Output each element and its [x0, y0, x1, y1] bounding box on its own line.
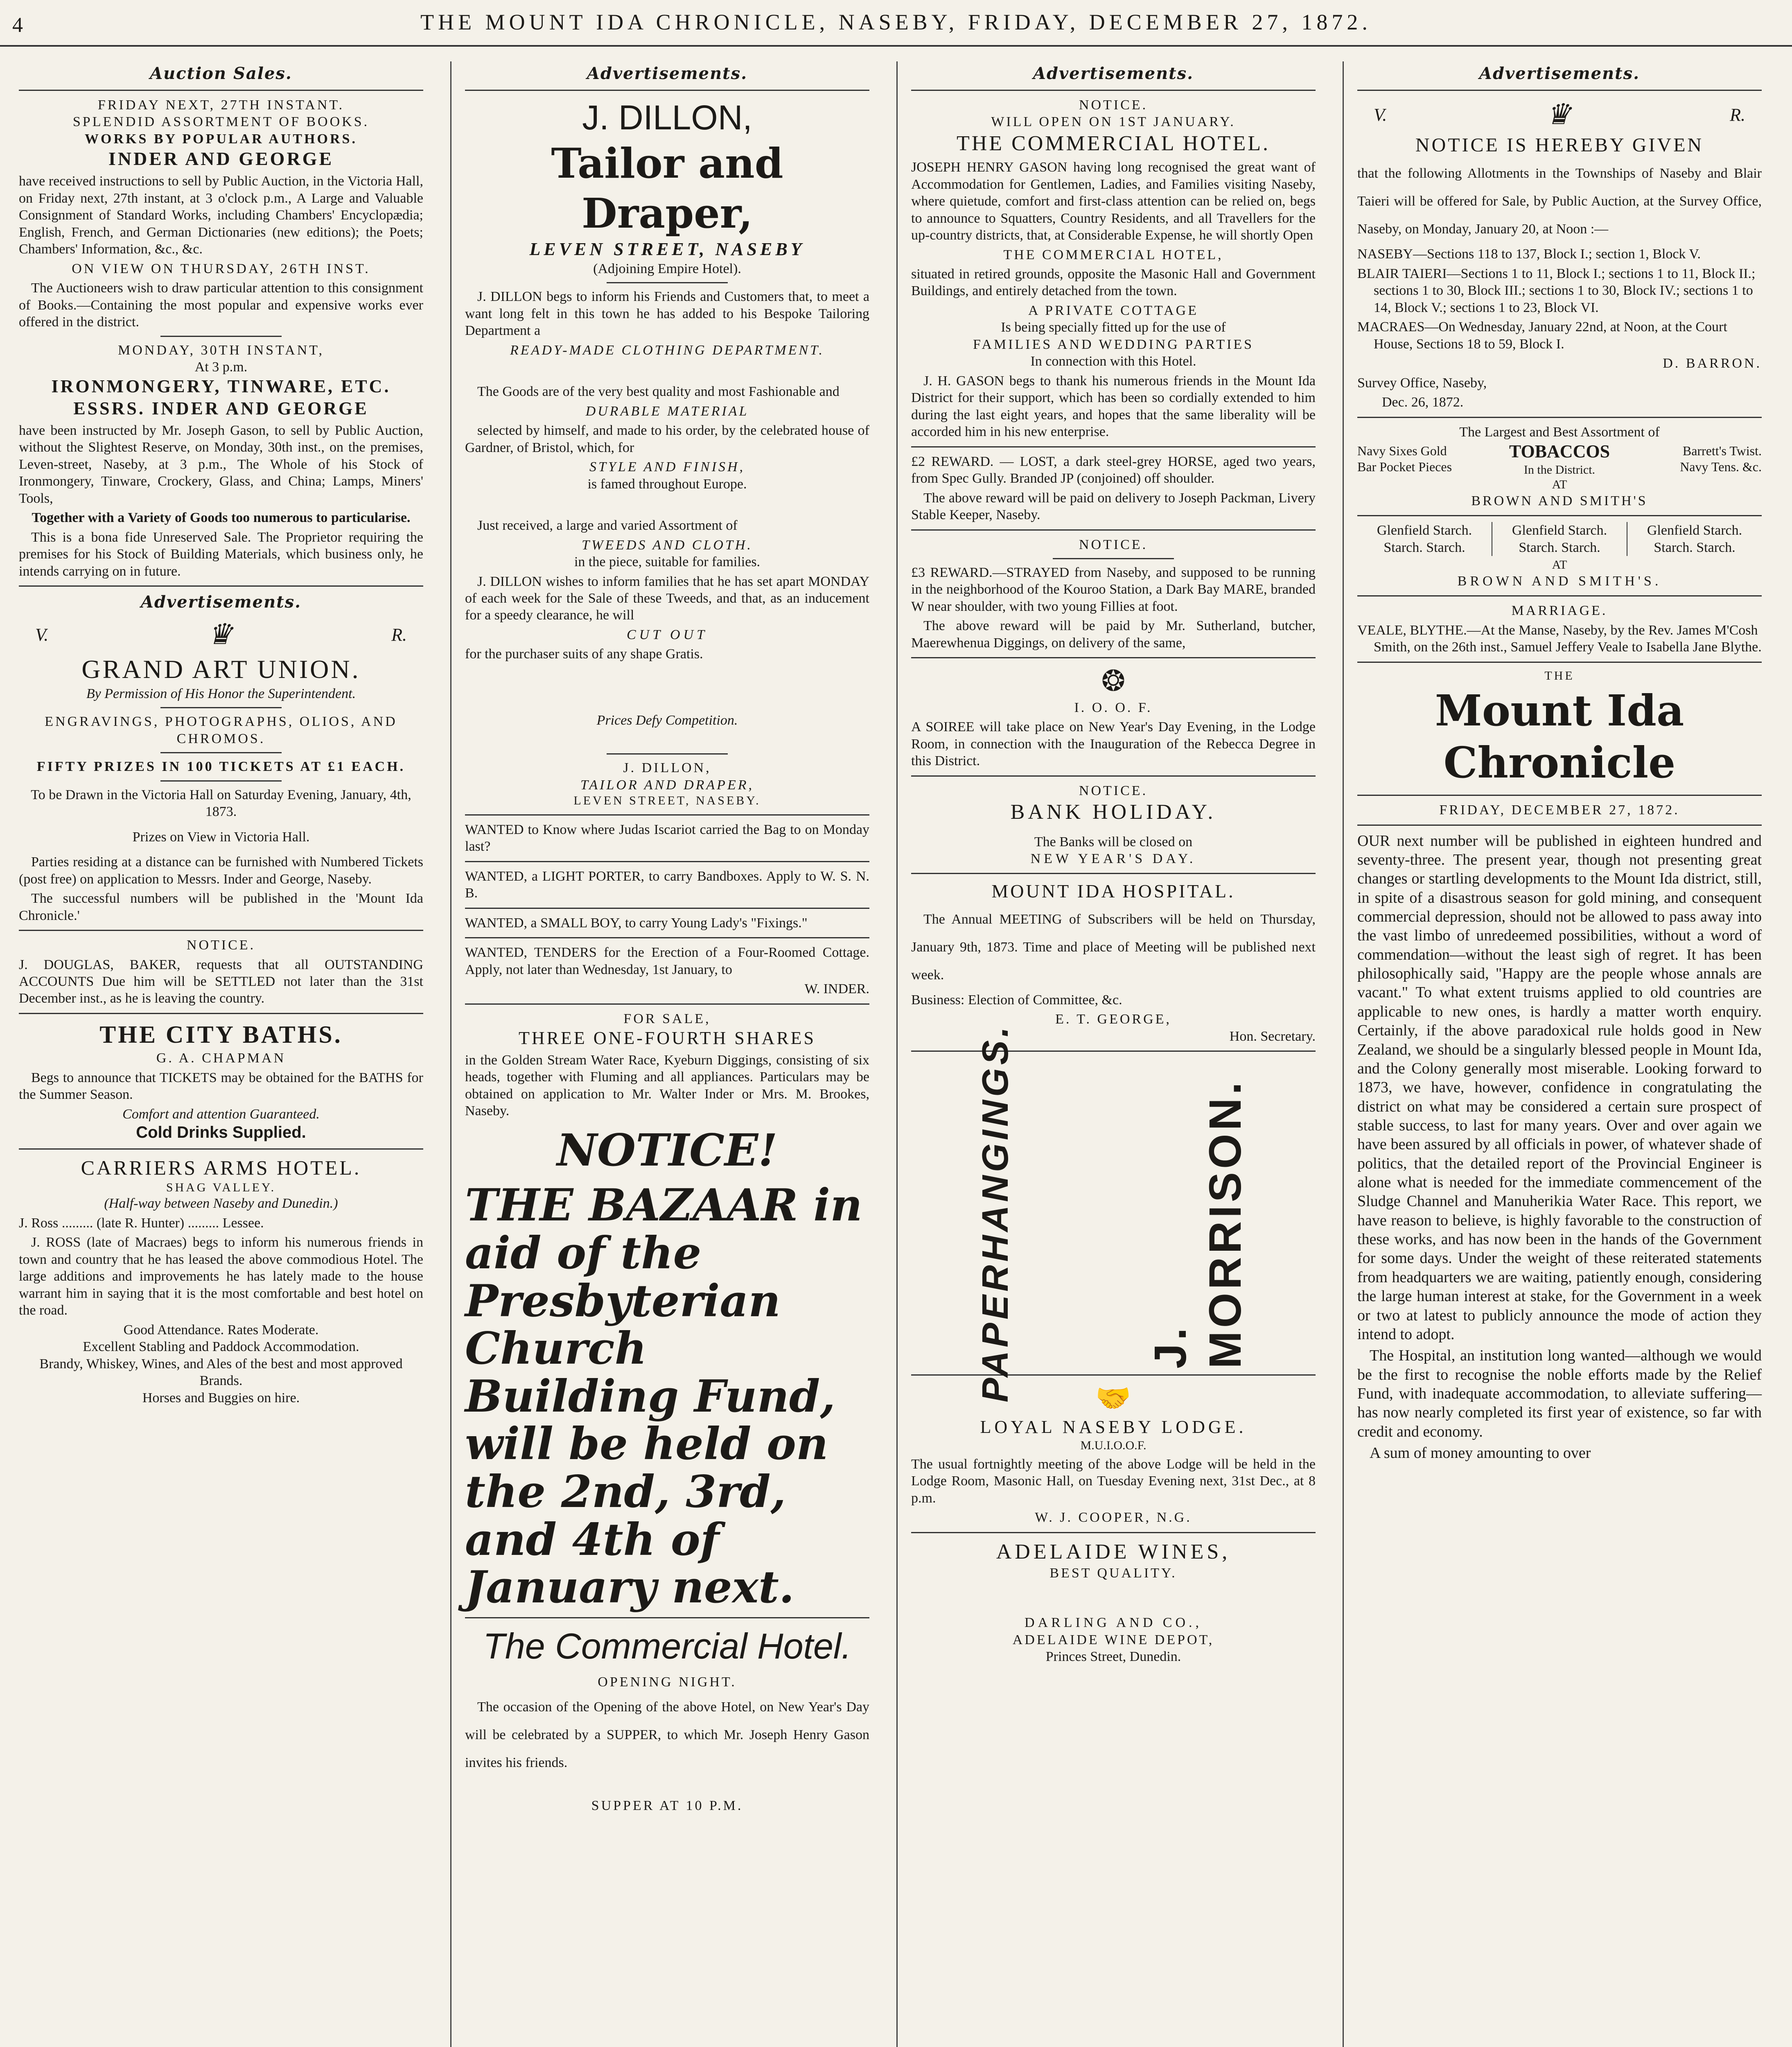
divider [19, 1013, 423, 1014]
allotments-text: that the following Allotments in the Townships of Naseby and Blair Taieri will be offered for Sale, by Public Auction, at the Survey Office, Naseby, on Monday, January 20, at Noon :— [1357, 166, 1762, 237]
hospital-text: The Annual MEETING of Subscribers will be held on Thursday, January 9th, 1873. Time and place of Meeting will be published next week. [911, 911, 1316, 983]
dillon-text: The Goods are of the very best quality and most Fashionable and [477, 384, 840, 400]
dillon-text: Just received, a large and varied Assortment of [477, 518, 738, 533]
hotel-text: Is being specially fitted up for the use of [1001, 320, 1226, 335]
starch-mid: Glenfield Starch. Starch. Starch. [1492, 522, 1627, 556]
lodge-text: The usual fortnightly meeting of the above Lodge will be held in the Lodge Room, Masonic Hall, on Tuesday Evening next, 31st Dec., at 8 p.m. [911, 1456, 1316, 1506]
auction-line: SPLENDID ASSORTMENT OF BOOKS. [72, 114, 370, 130]
art-union-title: GRAND ART UNION. [81, 654, 361, 684]
auction-text: have received instructions to sell by Public Auction, in the Victoria Hall, on Friday next, 27th instant, at 3 o'clock p.m., A Large and Valuable Consignment of Standard Works, including Chambers' Encyclopædia; English, French, and German Dictionaries (new editions); the Poets; Chambers' Information, &c., &c. [19, 174, 423, 257]
hotel-text: In connection with this Hotel. [1030, 354, 1196, 369]
divider [465, 861, 869, 862]
auction-line: WORKS BY POPULAR AUTHORS. [85, 131, 357, 147]
baths-comfort: Comfort and attention Guaranteed. [122, 1106, 320, 1122]
starch-at: AT [1552, 558, 1567, 572]
handshake-icon: 🤝 [1095, 1383, 1131, 1414]
dillon-text: in the piece, suitable for families. [574, 554, 761, 570]
hotel-text: JOSEPH HENRY GASON having long recognised the great want of Accommodation for Gentlemen, Ladies, and Families visiting Naseby, where quietude, comfort and first-class attention can be relied on, begs to announce to Squatters, Country Residents, and all Travellers for the up-country districts, that, at Considerable Expense, he will shortly Open [911, 160, 1316, 243]
page-number: 4 [12, 14, 23, 37]
sale-head: THREE ONE-FOURTH SHARES [519, 1028, 816, 1048]
hospital-business: Business: Election of Committee, &c. [911, 992, 1122, 1008]
column-3 [901, 61, 1326, 2047]
auction-view: ON VIEW ON THURSDAY, 26TH INST. [72, 261, 370, 276]
art-union-prizes: FIFTY PRIZES IN 100 TICKETS AT £1 EACH. [36, 759, 406, 775]
divider [911, 775, 1316, 777]
divider [911, 1374, 1316, 1376]
dillon-street: LEVEN STREET, NASEBY [529, 239, 805, 260]
divider [465, 1003, 869, 1005]
divider [1357, 515, 1762, 516]
lodge-title: LOYAL NASEBY LODGE. [980, 1417, 1247, 1437]
carriers-title: CARRIERS ARMS HOTEL. [81, 1156, 361, 1179]
dillon-sign: J. DILLON, [623, 760, 711, 776]
editorial-p1: OUR next number will be published in eighteen hundred and seventy-three. The present year, though not presenting great changes or startling developments to the Mount Ida district, still, in spite of a disastrous season for gold mining, and consequent commercial depression, should not be allowed to pass away into the vast limbo of unredeemed possibilities, without a word of commendation—without the least sigh of regret. It has been philosophically said, "Happy are the people whose annals are vacant." To what extent truisms applied to old countries are applicable to new ones, is hardly a matter worth enquiry. Certainly, if the above paradoxical rule holds good in New Zealand, we should be a singularly blessed people in Mount Ida, and the Colony generally most miserable. Looking forward to 1873, we have, however, confidence in congratulating the district on what may be considered a certain sure prospect of stable success, to last for many years. Over and over again we have been assured by all officials in power, of whatever shade of politics, that the detailed report of the Provincial Engineer is alone what is needed for the immediate commencement of the Sludge Channel and Manuherikia Water Race. This report, we have reason to believe, is highly favorable to the construction of these works, and has now been in the hands of the Government for some days. Under the weight of these reiterated statements from headquarters we are waiting, patiently enough, considering the large human interest at stake, for the Government in a week or two at latest to publicly announce the mode of action they intend to adopt. [1357, 832, 1762, 1343]
crown-icon: ♛ [207, 619, 233, 651]
bazaar-text: THE BAZAAR in aid of the Presbyterian Church Building Fund, will be held on the 2nd, 3rd, and 4th of January next. [465, 1179, 862, 1613]
allotments-blair: BLAIR TAIERI—Sections 1 to 11, Block I.; sections 1 to 11, Block II.; sections 1 to 30, Block III.; sections 1 to 30, Block IV.; sections 1 to 14, Block V.; sections 1 to 23, Block VI. [1357, 266, 1756, 315]
marriage-label: MARRIAGE. [1511, 603, 1608, 619]
column-2 [454, 61, 880, 2047]
tobacco-intro: The Largest and Best Assortment of [1459, 424, 1660, 440]
adelaide-street: Princes Street, Dunedin. [1045, 1649, 1181, 1665]
tobacco-firm: BROWN AND SMITH'S [1471, 493, 1648, 508]
art-union-drawn: To be Drawn in the Victoria Hall on Saturday Evening, January, 4th, 1873. [31, 787, 411, 820]
dillon-title: Tailor and Draper, [551, 139, 783, 238]
carriers-between: (Half-way between Naseby and Dunedin.) [104, 1196, 338, 1211]
divider [465, 908, 869, 909]
dillon-prices: Prices Defy Competition. [596, 712, 738, 728]
dillon-name: J. DILLON, [582, 98, 752, 137]
allotments-sign: D. BARRON. [1663, 356, 1762, 371]
starch-right: Glenfield Starch. Starch. Starch. [1647, 523, 1742, 555]
divider [465, 1617, 869, 1618]
divider [1357, 662, 1762, 663]
carriers-text: J. ROSS (late of Macraes) begs to inform his numerous friends in town and country that he has leased the above commodious Hotel. The large additions and improvements he has lately made to the house warrant him in saying that it is the most comfortable and best hotel on the road. [19, 1235, 423, 1318]
dillon-sign: TAILOR AND DRAPER, [580, 777, 754, 793]
sale-label: FOR SALE, [623, 1011, 711, 1026]
section-heading: Advertisements. [587, 64, 748, 83]
tobacco-ad [1357, 441, 1762, 477]
adelaide-firm: DARLING AND CO., [1025, 1615, 1202, 1631]
divider [1357, 825, 1762, 826]
column-rule [1343, 61, 1344, 2047]
divider [1357, 417, 1762, 418]
hotel-text: J. H. GASON begs to thank his numerous friends in the Mount Ida District for their support, which has been so cordially extended to him during the last eight years, and hopes that the same liberality will be accorded him in his new enterprise. [911, 373, 1316, 440]
divider [19, 90, 423, 91]
opening-text: The occasion of the Opening of the above Hotel, on New Year's Day will be celebrated by a SUPPER, to which Mr. Joseph Henry Gason invites his friends. [465, 1699, 869, 1770]
royal-crest [19, 617, 423, 653]
dillon-text: for the purchaser suits of any shape Gratis. [465, 646, 703, 662]
wanted-ad: WANTED, a LIGHT PORTER, to carry Bandboxes. Apply to W. S. N. B. [465, 868, 869, 901]
adelaide-quality: BEST QUALITY. [1049, 1565, 1177, 1581]
divider [1357, 795, 1762, 796]
reward-ad: £2 REWARD. — LOST, a dark steel-grey HORSE, aged two years, from Spec Gully. Branded JP (conjoined) off shoulder. [911, 454, 1316, 486]
section-heading: Advertisements. [140, 592, 302, 612]
auction-text: The Auctioneers wish to draw particular attention to this consignment of Books.—Containing the most popular and expensive works ever offered in the district. [19, 280, 423, 330]
crest-letter: V. [35, 624, 49, 645]
tobacco-in: In the District. [1523, 463, 1596, 477]
divider [160, 752, 282, 753]
royal-crest [1357, 97, 1762, 133]
wanted-ad: WANTED to Know where Judas Iscariot carried the Bag to on Monday last? [465, 822, 869, 854]
starch-left: Glenfield Starch. Starch. Starch. [1377, 523, 1472, 555]
tobacco-word: TOBACCOS [1509, 441, 1610, 462]
editorial-p3: A sum of money amounting to over [1370, 1444, 1591, 1462]
dillon-emph: TWEEDS AND CLOTH. [582, 537, 753, 553]
section-heading: Auction Sales. [150, 64, 292, 83]
editorial-p2: The Hospital, an institution long wanted—although we would be the first to recognise the noble efforts made by the Relief Fund, with inadequate accommodation, to alleviate suffering—has now nearly completed its first year of existence, so far with credit and economy. [1357, 1347, 1762, 1440]
dillon-emph: CUT OUT [626, 627, 708, 642]
auction-head: ESSRS. INDER AND GEORGE [73, 398, 369, 419]
allotments-macraes: MACRAES—On Wednesday, January 22nd, at Noon, at the Court House, Sections 18 to 59, Block I. [1357, 319, 1727, 352]
supper-time: SUPPER AT 10 P.M. [591, 1798, 743, 1813]
column-rule [896, 61, 898, 2047]
starch-ad [1357, 522, 1762, 556]
dillon-text: J. DILLON wishes to inform families that he has set apart MONDAY of each week for the Sale of these Tweeds, and that, as an inducement for a speedy clearance, he will [465, 574, 869, 623]
starch-firm: BROWN AND SMITH'S. [1457, 573, 1662, 589]
auction-text: have been instructed by Mr. Joseph Gason, to sell by Public Auction, without the Slightest Reserve, on Monday, 30th inst., on the premises, Leven-street, Naseby, at 3 p.m., The Whole of his Stock of Ironmongery, Tinware, Crockery, Glass, and China; Lamps, Miners' Tools, [19, 423, 423, 506]
divider [19, 585, 423, 587]
dillon-sign: LEVEN STREET, NASEBY. [573, 794, 761, 808]
soiree-text: A SOIREE will take place on New Year's Day Evening, in the Lodge Room, in connection with the Inauguration of the Rebecca Degree in this District. [911, 719, 1316, 769]
allotments-naseby: NASEBY—Sections 118 to 137, Block I.; section 1, Block V. [1357, 246, 1701, 262]
dillon-text: J. DILLON begs to inform his Friends and Customers that, to meet a want long felt in this town he has added to his Bespoke Tailoring Department a [465, 289, 869, 339]
art-union-items: ENGRAVINGS, PHOTOGRAPHS, OLIOS, AND CHROMOS. [45, 714, 397, 746]
divider [1053, 558, 1174, 559]
hotel-title: THE COMMERCIAL HOTEL. [956, 131, 1271, 155]
dillon-emph: READY-MADE CLOTHING DEPARTMENT. [510, 342, 824, 358]
dillon-adjoin: (Adjoining Empire Hotel). [593, 261, 741, 276]
tobacco-right: Barrett's Twist. Navy Tens. &c. [1680, 443, 1762, 474]
hotel-open: WILL OPEN ON 1ST JANUARY. [991, 114, 1236, 130]
carriers-stabling: Excellent Stabling and Paddock Accommodation. [83, 1339, 359, 1355]
emblem-icon: ❂ [1101, 666, 1126, 698]
paperhangings: PAPERHANGINGS. [975, 1024, 1016, 1403]
divider [911, 90, 1316, 91]
auction-time: At 3 p.m. [194, 359, 248, 375]
tobacco-at: AT [1552, 478, 1567, 492]
baths-name: G. A. CHAPMAN [156, 1051, 286, 1066]
reward-text: The above reward will be paid on delivery to Joseph Packman, Livery Stable Keeper, Naseby. [911, 490, 1316, 523]
auction-date: MONDAY, 30TH INSTANT, [117, 342, 324, 358]
crest-letter: R. [391, 624, 407, 645]
crest-letter: R. [1730, 104, 1745, 125]
divider [911, 1051, 1316, 1052]
divider [911, 873, 1316, 874]
chronicle-date: FRIDAY, DECEMBER 27, 1872. [1439, 802, 1680, 818]
art-union-success: The successful numbers will be published in the 'Mount Ida Chronicle.' [19, 891, 423, 923]
divider [160, 336, 282, 337]
lodge-sub: M.U.I.O.O.F. [1080, 1439, 1147, 1453]
divider [607, 753, 728, 755]
commercial-hotel-title: The Commercial Hotel. [483, 1625, 851, 1666]
notice-label: NOTICE. [1079, 97, 1148, 113]
auction-text: Together with a Variety of Goods too numerous to particularise. [32, 510, 411, 526]
wanted-ad: WANTED, a SMALL BOY, to carry Young Lady's "Fixings." [465, 915, 808, 931]
divider [465, 90, 869, 91]
carriers-lessee: J. Ross ......... (late R. Hunter) ......... Lessee. [19, 1215, 264, 1231]
chronicle-title: Mount Ida Chronicle [1435, 685, 1684, 788]
hotel-name: THE COMMERCIAL HOTEL, [1003, 247, 1223, 262]
reward-text: The above reward will be paid by Mr. Sutherland, butcher, Maerewhenua Diggings, on delivery of the same, [911, 618, 1316, 651]
column-rule [450, 61, 451, 2047]
bank-day: NEW YEAR'S DAY. [1030, 851, 1196, 866]
divider [1357, 90, 1762, 91]
hospital-title: MOUNT IDA HOSPITAL. [991, 881, 1235, 902]
crown-icon: ♛ [1545, 99, 1571, 131]
baths-drinks: Cold Drinks Supplied. [136, 1123, 306, 1141]
marriage-text: VEALE, BLYTHE.—At the Manse, Naseby, by the Rev. James M'Cosh Smith, on the 26th inst., Samuel Jeffery Veale to Isabella Jane Blythe. [1357, 622, 1762, 655]
divider [911, 657, 1316, 658]
adelaide-title: ADELAIDE WINES, [996, 1540, 1231, 1563]
divider [911, 529, 1316, 531]
hotel-cottage: A PRIVATE COTTAGE [1028, 303, 1198, 318]
art-union-view: Prizes on View in Victoria Hall. [132, 829, 310, 845]
notice-label: NOTICE. [186, 938, 256, 953]
divider [911, 446, 1316, 447]
column-4 [1347, 61, 1772, 2047]
reward-ad: £3 REWARD.—STRAYED from Naseby, and supposed to be running in the neighborhood of the Kouroo Station, a Dark Bay MARE, branded W near shoulder, with two young Fillies at foot. [911, 565, 1316, 614]
notice-label: NOTICE. [1079, 783, 1148, 798]
divider [1357, 595, 1762, 596]
wanted-sign: W. INDER. [804, 981, 869, 997]
survey-office: Survey Office, Naseby, [1357, 375, 1487, 391]
art-union-permission: By Permission of His Honor the Superintendent. [86, 686, 356, 701]
bazaar-notice: NOTICE! [557, 1124, 778, 1176]
auction-head: INDER AND GEORGE [108, 148, 334, 169]
sale-text: in the Golden Stream Water Race, Kyeburn Diggings, consisting of six heads, together with Fluming and all appliances. Particulars may be obtained on application to Mr. Walter Inder or Mrs. M. Brookes, Naseby. [465, 1052, 869, 1119]
lodge-sign: W. J. COOPER, N.G. [1035, 1510, 1192, 1525]
carriers-place: SHAG VALLEY. [166, 1180, 276, 1194]
dillon-emph: DURABLE MATERIAL [585, 403, 749, 419]
auction-text: This is a bona fide Unreserved Sale. The Proprietor requiring the premises for his Stock of Building Materials, which business only, he intends carrying on in future. [19, 529, 423, 579]
divider [911, 1532, 1316, 1533]
notice-label: NOTICE. [1079, 537, 1148, 552]
divider [19, 930, 423, 931]
survey-date: Dec. 26, 1872. [1382, 395, 1464, 410]
auction-title: IRONMONGERY, TINWARE, ETC. [51, 376, 391, 397]
hotel-text: situated in retired grounds, opposite the Masonic Hall and Government Buildings, and entirely detached from the town. [911, 266, 1316, 299]
divider [465, 937, 869, 938]
divider [465, 814, 869, 816]
art-union-parties: Parties residing at a distance can be furnished with Numbered Tickets (post free) on application to Messrs. Inder and George, Naseby. [19, 854, 423, 887]
column-1 [8, 61, 434, 2047]
carriers-horses: Horses and Buggies on hire. [142, 1390, 300, 1405]
douglas-notice: J. DOUGLAS, BAKER, requests that all OUTSTANDING ACCOUNTS Due him will be SETTLED not later than the 31st December inst., as he is leaving the country. [19, 957, 423, 1006]
dillon-text: is famed throughout Europe. [587, 476, 747, 492]
tobacco-left: Navy Sixes Gold Bar Pocket Pieces [1357, 443, 1452, 474]
morrison-name: J. MORRISON. [1145, 1079, 1251, 1369]
divider [19, 1148, 423, 1150]
wanted-ad: WANTED, TENDERS for the Erection of a Four-Roomed Cottage. Apply, not later than Wednesday, 1st January, to [465, 945, 869, 977]
dillon-emph: STYLE AND FINISH, [589, 459, 745, 475]
divider [160, 780, 282, 782]
section-heading: Advertisements. [1033, 64, 1194, 83]
hospital-role: Hon. Secretary. [1229, 1028, 1316, 1044]
bank-text: The Banks will be closed on [1034, 834, 1193, 850]
crest-letter: V. [1374, 104, 1387, 125]
section-heading: Advertisements. [1479, 64, 1640, 83]
hospital-sign: E. T. GEORGE, [1055, 1012, 1171, 1027]
masthead [0, 0, 1792, 47]
opening-night: OPENING NIGHT. [598, 1674, 737, 1690]
baths-title: THE CITY BATHS. [99, 1021, 343, 1048]
tobacco-mid [1462, 441, 1657, 477]
adelaide-depot: ADELAIDE WINE DEPOT, [1012, 1632, 1214, 1647]
dillon-text: selected by himself, and made to his order, by the celebrated house of Gardner, of Bristol, which, for [465, 423, 869, 455]
masthead-title: THE MOUNT IDA CHRONICLE, NASEBY, FRIDAY, DECEMBER 27, 1872. [420, 10, 1372, 35]
chronicle-the: THE [1544, 669, 1575, 682]
divider [607, 282, 728, 283]
carriers-brandy: Brandy, Whiskey, Wines, and Ales of the best and most approved Brands. [39, 1356, 403, 1389]
divider [160, 707, 282, 708]
allotments-head: NOTICE IS HEREBY GIVEN [1415, 134, 1704, 156]
hotel-families: FAMILIES AND WEDDING PARTIES [973, 337, 1254, 352]
auction-date: FRIDAY NEXT, 27TH INSTANT. [97, 97, 345, 113]
bank-holiday-title: BANK HOLIDAY. [1010, 800, 1216, 824]
baths-text: Begs to announce that TICKETS may be obtained for the BATHS for the Summer Season. [19, 1070, 423, 1103]
carriers-attendance: Good Attendance. Rates Moderate. [123, 1322, 319, 1338]
ioof: I. O. O. F. [1074, 700, 1153, 715]
